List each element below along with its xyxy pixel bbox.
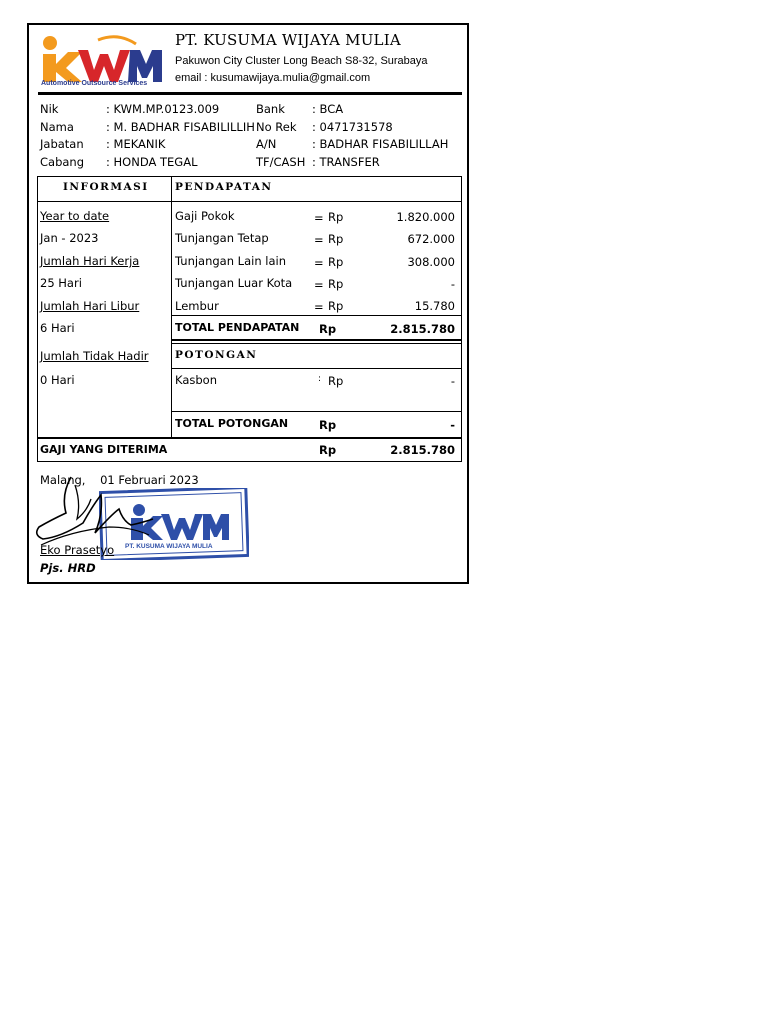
bank-value: : BCA — [312, 102, 344, 116]
nama-value: : M. BADHAR FISABILILLIH — [106, 120, 255, 134]
stamp-text: PT. KUSUMA WIJAYA MULIA — [125, 543, 213, 550]
informasi-title: INFORMASI — [63, 181, 149, 193]
company-name: PT. KUSUMA WIJAYA MULIA — [175, 31, 401, 49]
jabatan-label: Jabatan — [40, 137, 84, 151]
period-value: Jan - 2023 — [40, 231, 99, 245]
bank-label: Bank — [256, 102, 285, 116]
kasbon-currency: Rp — [328, 374, 344, 388]
signer-position: Pjs. HRD — [40, 561, 96, 575]
gaji-diterima-value: 2.815.780 — [390, 443, 455, 457]
potongan-total-line — [171, 411, 462, 412]
hari-libur-value: 6 Hari — [40, 321, 75, 335]
total-pendapatan-currency: Rp — [319, 322, 337, 336]
kasbon-value: - — [450, 374, 455, 388]
salary-slip: Automotive Outsource Services PT. KUSUMA WIJAYA MULIA Pakuwon City Cluster Long Beach S8-32, Surabaya email : kusumawijaya.mulia@gmail.com Nik : KWM.MP.0123.009 Nama : M. BADHAR FISABILILLIH Jabatan : MEKANIK Cabang : HONDA TEGAL Bank : BCA No Rek : 0471731578 A/N : BADHAR FISABILILLAH TF/CASH : TRANSFER INFORMASI PENDAPATAN Year to date Jan - 2023 Jumlah Hari Kerja 25 Hari Jumlah Hari Libur 6 Hari Jumlah Tidak Hadir 0 Hari Gaji Pokok = Rp 1.820.000 Tunjangan Tetap = Rp 672.000 Tunjangan Lain lain = Rp 308.000 Tunjangan Luar Kota = Rp - Lembur = Rp 15.780 TOTAL PENDAPATAN Rp 2.815.780 POTONGAN Kasbon : Rp - TOTAL POTONGAN Rp - GAJI YANG DITERIMA Rp 2.815.780 Malang, 01 Februari 2023 PT. KUSUMA WIJAYA MULIA Eko Prasetyo Pjs. HRD — [27, 23, 469, 584]
nik-label: Nik — [40, 102, 59, 116]
tfcash-value: : TRANSFER — [312, 155, 380, 169]
an-value: : BADHAR FISABILILLAH — [312, 137, 449, 151]
potongan-header-line — [171, 368, 462, 369]
an-label: A/N — [256, 137, 277, 151]
cabang-value: : HONDA TEGAL — [106, 155, 198, 169]
header-divider — [38, 92, 462, 95]
norek-label: No Rek — [256, 120, 297, 134]
place-date: Malang, 01 Februari 2023 — [40, 473, 199, 487]
gaji-top-line — [37, 437, 462, 439]
potongan-top-line — [171, 343, 462, 344]
jabatan-value: : MEKANIK — [106, 137, 166, 151]
pendapatan-total-bottom-line — [171, 339, 462, 341]
company-address: Pakuwon City Cluster Long Beach S8-32, Surabaya — [175, 55, 428, 67]
tidak-hadir-value: 0 Hari — [40, 373, 75, 387]
pendapatan-title: PENDAPATAN — [175, 181, 273, 193]
potongan-title: POTONGAN — [175, 349, 258, 361]
hari-kerja-label: Jumlah Hari Kerja — [40, 254, 140, 268]
total-potongan-value: - — [450, 418, 455, 432]
gaji-diterima-label: GAJI YANG DITERIMA — [40, 443, 168, 456]
header-row-line — [37, 201, 462, 202]
nik-value: : KWM.MP.0123.009 — [106, 102, 220, 116]
column-divider — [171, 176, 172, 438]
hari-kerja-value: 25 Hari — [40, 276, 82, 290]
total-pendapatan-value: 2.815.780 — [390, 322, 455, 336]
gaji-diterima-currency: Rp — [319, 443, 337, 457]
nama-label: Nama — [40, 120, 74, 134]
logo-tagline: Automotive Outsource Services — [41, 80, 148, 87]
total-pendapatan-label: TOTAL PENDAPATAN — [175, 321, 300, 334]
signer-name: Eko Prasetyo — [40, 543, 115, 557]
tfcash-label: TF/CASH — [256, 155, 306, 169]
kasbon-label: Kasbon — [175, 373, 218, 387]
kasbon-colon: : — [318, 374, 322, 384]
norek-value: : 0471731578 — [312, 120, 393, 134]
pendapatan-total-top-line — [171, 315, 462, 316]
tidak-hadir-label: Jumlah Tidak Hadir — [40, 349, 149, 363]
company-email: email : kusumawijaya.mulia@gmail.com — [175, 72, 371, 84]
total-potongan-label: TOTAL POTONGAN — [175, 417, 289, 430]
hari-libur-label: Jumlah Hari Libur — [40, 299, 140, 313]
total-potongan-currency: Rp — [319, 418, 337, 432]
year-to-date-label: Year to date — [40, 209, 110, 223]
cabang-label: Cabang — [40, 155, 85, 169]
